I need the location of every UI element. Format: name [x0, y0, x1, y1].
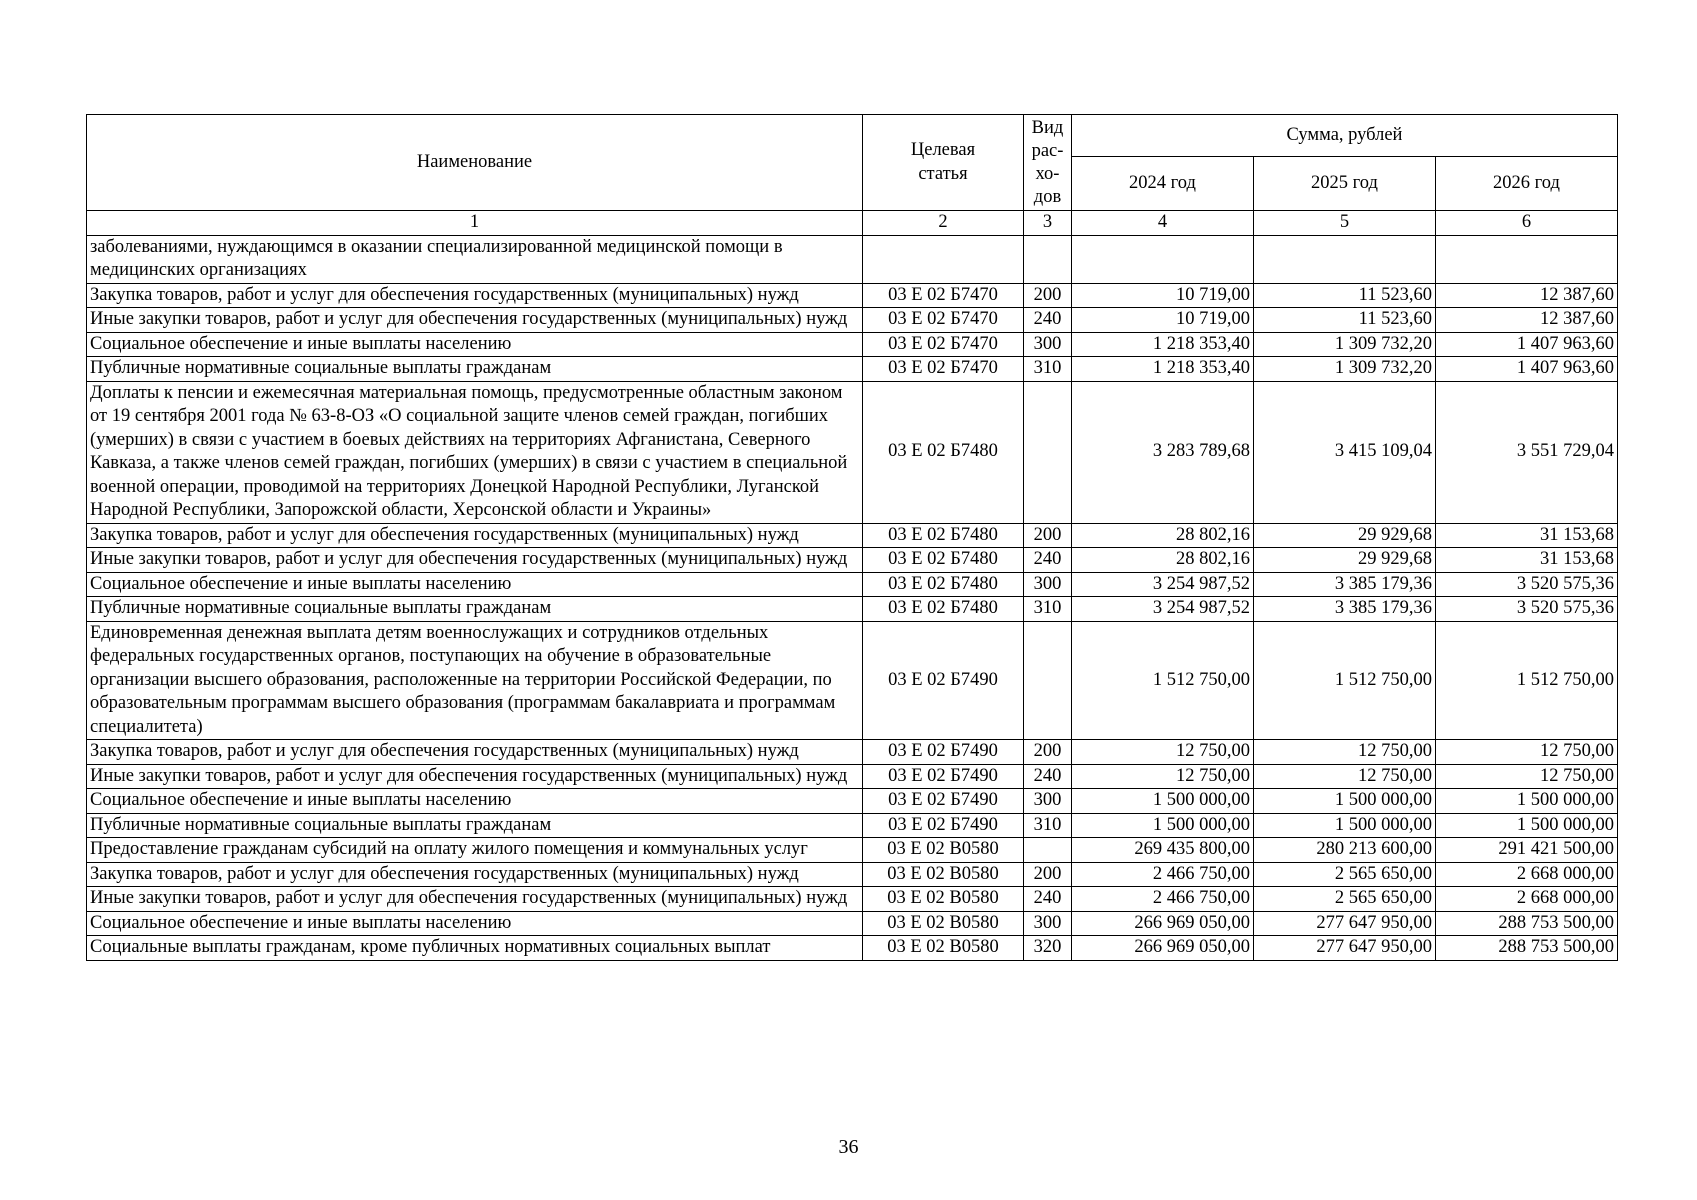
row-amount-2025-cell: 12 750,00 [1254, 740, 1436, 765]
row-vid-cell [1024, 381, 1072, 523]
header-name: Наименование [87, 115, 863, 211]
table-row [87, 332, 1618, 357]
row-amount-2025-cell: 1 500 000,00 [1254, 789, 1436, 814]
row-code-cell: 03 Е 02 В0580 [863, 936, 1024, 961]
row-amount-2024-cell: 266 969 050,00 [1072, 911, 1254, 936]
row-amount-2025-cell: 2 565 650,00 [1254, 862, 1436, 887]
table-row [87, 548, 1618, 573]
row-name-cell: Закупка товаров, работ и услуг для обеспечения государственных (муниципальных) нужд [87, 523, 863, 548]
row-vid-cell: 240 [1024, 548, 1072, 573]
column-number: 4 [1072, 211, 1254, 236]
row-amount-2025-cell: 277 647 950,00 [1254, 936, 1436, 961]
row-amount-2025-cell: 1 500 000,00 [1254, 813, 1436, 838]
header-year-2024: 2024 год [1072, 157, 1254, 211]
row-vid-cell: 200 [1024, 523, 1072, 548]
table-row [87, 308, 1618, 333]
row-name-cell: Социальное обеспечение и иные выплаты населению [87, 911, 863, 936]
row-amount-2025-cell: 1 309 732,20 [1254, 332, 1436, 357]
row-amount-2024-cell: 1 218 353,40 [1072, 357, 1254, 382]
row-amount-2026-cell: 3 520 575,36 [1436, 597, 1618, 622]
row-vid-cell [1024, 235, 1072, 283]
row-name-cell: Социальное обеспечение и иные выплаты населению [87, 572, 863, 597]
column-number-row [87, 211, 1618, 236]
row-amount-2025-cell [1254, 235, 1436, 283]
row-vid-cell: 300 [1024, 332, 1072, 357]
row-code-cell: 03 Е 02 Б7470 [863, 357, 1024, 382]
row-name-cell: Социальное обеспечение и иные выплаты населению [87, 332, 863, 357]
row-vid-cell: 310 [1024, 357, 1072, 382]
row-amount-2025-cell: 29 929,68 [1254, 523, 1436, 548]
table-row [87, 887, 1618, 912]
row-vid-cell: 200 [1024, 862, 1072, 887]
row-code-cell: 03 Е 02 Б7480 [863, 523, 1024, 548]
row-amount-2024-cell: 269 435 800,00 [1072, 838, 1254, 863]
row-amount-2024-cell: 10 719,00 [1072, 283, 1254, 308]
row-vid-cell: 300 [1024, 789, 1072, 814]
row-amount-2026-cell: 2 668 000,00 [1436, 887, 1618, 912]
row-amount-2026-cell: 1 512 750,00 [1436, 621, 1618, 740]
row-amount-2024-cell: 2 466 750,00 [1072, 862, 1254, 887]
row-vid-cell [1024, 621, 1072, 740]
table-row [87, 621, 1618, 740]
table-row [87, 862, 1618, 887]
row-name-cell: Иные закупки товаров, работ и услуг для обеспечения государственных (муниципальных) нужд [87, 764, 863, 789]
row-amount-2026-cell: 288 753 500,00 [1436, 911, 1618, 936]
row-name-cell: Единовременная денежная выплата детям военнослужащих и сотрудников отдельных федеральных государственных органов, поступающих на обучение в образовательные организации высшего образования, расположенные на территории Российской Федерации, по образовательным программам высшего образования (программам бакалавриата и программам специалитета) [87, 621, 863, 740]
table-row [87, 813, 1618, 838]
row-amount-2026-cell: 1 500 000,00 [1436, 813, 1618, 838]
row-vid-cell: 240 [1024, 764, 1072, 789]
row-vid-cell: 310 [1024, 813, 1072, 838]
row-name-cell: Закупка товаров, работ и услуг для обеспечения государственных (муниципальных) нужд [87, 740, 863, 765]
table-row [87, 235, 1618, 283]
table-row [87, 283, 1618, 308]
row-code-cell: 03 Е 02 Б7490 [863, 621, 1024, 740]
table-row [87, 597, 1618, 622]
row-amount-2026-cell [1436, 235, 1618, 283]
table-row [87, 764, 1618, 789]
column-number: 5 [1254, 211, 1436, 236]
row-amount-2025-cell: 2 565 650,00 [1254, 887, 1436, 912]
row-amount-2025-cell: 11 523,60 [1254, 283, 1436, 308]
row-vid-cell: 240 [1024, 308, 1072, 333]
page-number: 36 [838, 1136, 859, 1158]
table-row [87, 838, 1618, 863]
row-vid-cell: 310 [1024, 597, 1072, 622]
column-number: 3 [1024, 211, 1072, 236]
row-code-cell: 03 Е 02 Б7470 [863, 332, 1024, 357]
row-name-cell: Иные закупки товаров, работ и услуг для обеспечения государственных (муниципальных) нужд [87, 308, 863, 333]
table-row [87, 789, 1618, 814]
row-amount-2025-cell: 3 385 179,36 [1254, 597, 1436, 622]
row-name-cell: Закупка товаров, работ и услуг для обеспечения государственных (муниципальных) нужд [87, 283, 863, 308]
row-amount-2024-cell: 2 466 750,00 [1072, 887, 1254, 912]
row-amount-2024-cell: 1 500 000,00 [1072, 789, 1254, 814]
column-number: 6 [1436, 211, 1618, 236]
row-name-cell: Предоставление гражданам субсидий на оплату жилого помещения и коммунальных услуг [87, 838, 863, 863]
header-code [863, 115, 1024, 211]
row-amount-2024-cell [1072, 235, 1254, 283]
row-name-cell: Иные закупки товаров, работ и услуг для обеспечения государственных (муниципальных) нужд [87, 548, 863, 573]
row-amount-2024-cell: 12 750,00 [1072, 764, 1254, 789]
table-row [87, 740, 1618, 765]
row-vid-cell: 300 [1024, 911, 1072, 936]
header-sum: Сумма, рублей [1072, 115, 1618, 157]
row-vid-cell: 320 [1024, 936, 1072, 961]
row-code-cell [863, 235, 1024, 283]
header-code-text: Целевая статья [910, 140, 976, 184]
row-vid-cell: 300 [1024, 572, 1072, 597]
row-amount-2026-cell: 1 407 963,60 [1436, 357, 1618, 382]
row-code-cell: 03 Е 02 Б7480 [863, 597, 1024, 622]
row-code-cell: 03 Е 02 Б7490 [863, 740, 1024, 765]
row-amount-2026-cell: 2 668 000,00 [1436, 862, 1618, 887]
row-code-cell: 03 Е 02 Б7480 [863, 572, 1024, 597]
table-row [87, 523, 1618, 548]
row-amount-2025-cell: 11 523,60 [1254, 308, 1436, 333]
row-amount-2026-cell: 3 551 729,04 [1436, 381, 1618, 523]
row-name-cell: Публичные нормативные социальные выплаты гражданам [87, 357, 863, 382]
row-amount-2026-cell: 31 153,68 [1436, 548, 1618, 573]
row-amount-2025-cell: 3 385 179,36 [1254, 572, 1436, 597]
table-row [87, 381, 1618, 523]
row-amount-2024-cell: 1 500 000,00 [1072, 813, 1254, 838]
table-row [87, 572, 1618, 597]
row-amount-2026-cell: 291 421 500,00 [1436, 838, 1618, 863]
row-code-cell: 03 Е 02 Б7490 [863, 789, 1024, 814]
header-vid-text: Вид рас-хо-дов [1031, 117, 1064, 207]
row-amount-2025-cell: 12 750,00 [1254, 764, 1436, 789]
row-amount-2026-cell: 31 153,68 [1436, 523, 1618, 548]
row-amount-2025-cell: 3 415 109,04 [1254, 381, 1436, 523]
row-vid-cell: 200 [1024, 283, 1072, 308]
row-amount-2026-cell: 12 387,60 [1436, 283, 1618, 308]
budget-table [86, 114, 1618, 961]
row-name-cell: заболеваниями, нуждающимся в оказании специализированной медицинской помощи в медицинских организациях [87, 235, 863, 283]
row-amount-2025-cell: 277 647 950,00 [1254, 911, 1436, 936]
row-name-cell: Публичные нормативные социальные выплаты гражданам [87, 597, 863, 622]
row-amount-2026-cell: 3 520 575,36 [1436, 572, 1618, 597]
row-code-cell: 03 Е 02 Б7480 [863, 381, 1024, 523]
table-row [87, 936, 1618, 961]
row-code-cell: 03 Е 02 В0580 [863, 911, 1024, 936]
row-amount-2024-cell: 3 254 987,52 [1072, 572, 1254, 597]
table-body [87, 235, 1618, 960]
row-amount-2024-cell: 10 719,00 [1072, 308, 1254, 333]
row-code-cell: 03 Е 02 Б7480 [863, 548, 1024, 573]
row-name-cell: Публичные нормативные социальные выплаты гражданам [87, 813, 863, 838]
row-amount-2024-cell: 12 750,00 [1072, 740, 1254, 765]
row-amount-2024-cell: 28 802,16 [1072, 548, 1254, 573]
row-code-cell: 03 Е 02 Б7470 [863, 283, 1024, 308]
header-year-2025: 2025 год [1254, 157, 1436, 211]
row-amount-2025-cell: 29 929,68 [1254, 548, 1436, 573]
row-amount-2026-cell: 288 753 500,00 [1436, 936, 1618, 961]
row-code-cell: 03 Е 02 В0580 [863, 862, 1024, 887]
row-amount-2024-cell: 3 283 789,68 [1072, 381, 1254, 523]
row-amount-2024-cell: 28 802,16 [1072, 523, 1254, 548]
row-amount-2026-cell: 12 750,00 [1436, 764, 1618, 789]
row-amount-2025-cell: 1 512 750,00 [1254, 621, 1436, 740]
row-amount-2024-cell: 1 512 750,00 [1072, 621, 1254, 740]
column-number: 1 [87, 211, 863, 236]
row-code-cell: 03 Е 02 Б7490 [863, 813, 1024, 838]
row-amount-2026-cell: 12 387,60 [1436, 308, 1618, 333]
row-amount-2024-cell: 3 254 987,52 [1072, 597, 1254, 622]
row-amount-2025-cell: 280 213 600,00 [1254, 838, 1436, 863]
row-vid-cell: 240 [1024, 887, 1072, 912]
row-amount-2024-cell: 266 969 050,00 [1072, 936, 1254, 961]
row-amount-2026-cell: 1 500 000,00 [1436, 789, 1618, 814]
row-name-cell: Социальные выплаты гражданам, кроме публичных нормативных социальных выплат [87, 936, 863, 961]
row-vid-cell: 200 [1024, 740, 1072, 765]
row-vid-cell [1024, 838, 1072, 863]
row-name-cell: Иные закупки товаров, работ и услуг для обеспечения государственных (муниципальных) нужд [87, 887, 863, 912]
column-number: 2 [863, 211, 1024, 236]
row-amount-2026-cell: 12 750,00 [1436, 740, 1618, 765]
row-code-cell: 03 Е 02 В0580 [863, 887, 1024, 912]
table-row [87, 911, 1618, 936]
header-vid [1024, 115, 1072, 211]
row-name-cell: Социальное обеспечение и иные выплаты населению [87, 789, 863, 814]
row-code-cell: 03 Е 02 В0580 [863, 838, 1024, 863]
table-row [87, 357, 1618, 382]
header-year-2026: 2026 год [1436, 157, 1618, 211]
row-name-cell: Закупка товаров, работ и услуг для обеспечения государственных (муниципальных) нужд [87, 862, 863, 887]
row-code-cell: 03 Е 02 Б7490 [863, 764, 1024, 789]
row-amount-2024-cell: 1 218 353,40 [1072, 332, 1254, 357]
row-amount-2026-cell: 1 407 963,60 [1436, 332, 1618, 357]
row-code-cell: 03 Е 02 Б7470 [863, 308, 1024, 333]
row-amount-2025-cell: 1 309 732,20 [1254, 357, 1436, 382]
row-name-cell: Доплаты к пенсии и ежемесячная материальная помощь, предусмотренные областным законом от 19 сентября 2001 года № 63-8-ОЗ «О социальной защите членов семей граждан, погибших (умерших) в связи с участием в боевых действиях на территориях Афганистана, Северного Кавказа, а также членов семей граждан, погибших (умерших) в связи с участием в специальной военной операции, проводимой на территориях Донецкой Народной Республики, Луганской Народной Республики, Запорожской области, Херсонской области и Украины» [87, 381, 863, 523]
